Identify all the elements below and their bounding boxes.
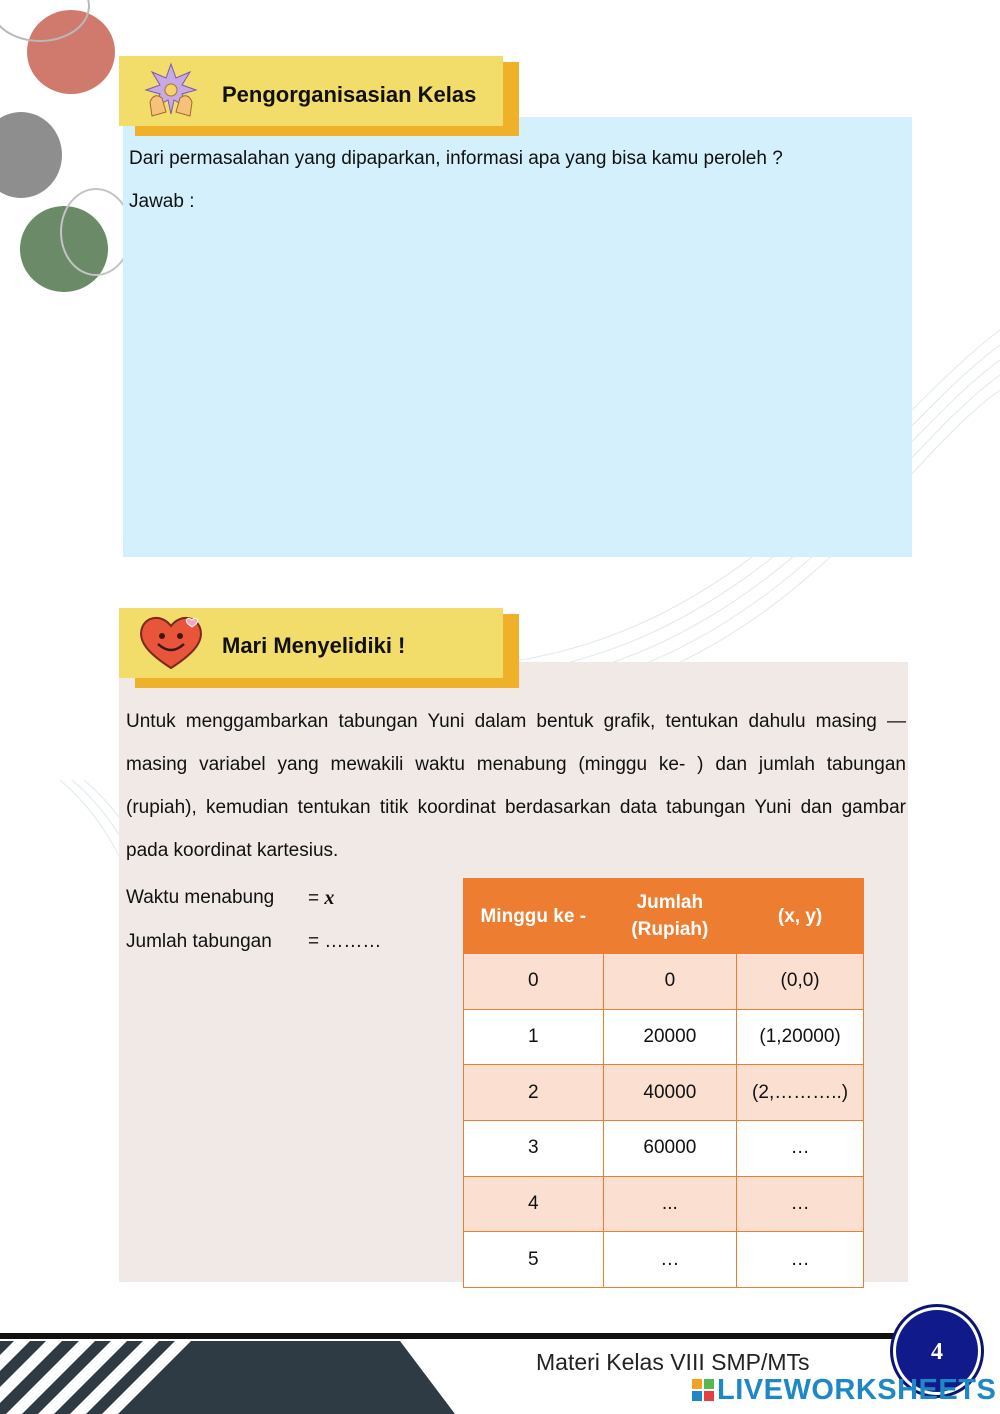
cell-amount: 0: [603, 954, 737, 1010]
table-row: [464, 1065, 864, 1121]
cell-coordinate-blank[interactable]: …: [737, 1121, 864, 1177]
table-header-row: [464, 879, 864, 954]
heart-smile-icon: [136, 612, 206, 672]
cell-coordinate-blank[interactable]: …: [737, 1176, 864, 1232]
cell-amount: 20000: [603, 1009, 737, 1065]
question-text: Dari permasalahan yang dipaparkan, informasi apa yang bisa kamu peroleh ?: [129, 148, 783, 169]
cell-week: 2: [464, 1065, 604, 1121]
variable-time-eq: =: [308, 888, 325, 909]
table-row: [464, 1232, 864, 1288]
answer-panel[interactable]: [123, 117, 912, 557]
variable-amount-eq[interactable]: = ………: [308, 931, 382, 952]
variable-time: [126, 887, 335, 909]
column-header-coordinate: (x, y): [737, 879, 864, 954]
table-row: [464, 1176, 864, 1232]
liveworksheets-grid-icon: [692, 1379, 714, 1401]
page-number: 4: [931, 1339, 943, 1365]
savings-table: [463, 878, 864, 1288]
answer-label: Jawab :: [129, 191, 195, 212]
cell-coordinate-blank[interactable]: …: [737, 1232, 864, 1288]
cell-week: 0: [464, 954, 604, 1010]
liveworksheets-logo[interactable]: [692, 1375, 996, 1405]
footer-rule: [0, 1333, 895, 1339]
cell-coordinate: (1,20000): [737, 1009, 864, 1065]
table-row: [464, 1009, 864, 1065]
instruction-paragraph: Untuk menggambarkan tabungan Yuni dalam bentuk grafik, tentukan dahulu masing — masing variabel yang mewakili waktu menabung (minggu ke- ) dan jumlah tabungan (rupiah), kemudian tentukan titik koordinat berdasarkan data tabungan Yuni dan gambar pada koordinat kartesius.: [126, 711, 906, 861]
cell-coordinate: (0,0): [737, 954, 864, 1010]
variable-time-symbol: x: [324, 887, 335, 909]
cell-week: 5: [464, 1232, 604, 1288]
cell-week: 1: [464, 1009, 604, 1065]
column-header-amount: [603, 879, 737, 954]
decor-circle-gray: [0, 112, 62, 198]
footer-title: Materi Kelas VIII SMP/MTs: [536, 1349, 810, 1375]
variable-amount: [126, 931, 382, 953]
section-title: Mari Menyelidiki !: [222, 633, 406, 658]
variable-time-label: Waktu menabung: [126, 887, 275, 908]
hands-flower-icon: [136, 62, 206, 122]
variable-amount-label: Jumlah tabungan: [126, 931, 272, 952]
cell-amount: 40000: [603, 1065, 737, 1121]
column-header-amount-line1: Jumlah: [636, 892, 704, 913]
table-row: [464, 954, 864, 1010]
cell-amount-blank[interactable]: ...: [603, 1176, 737, 1232]
table-row: [464, 1121, 864, 1177]
cell-amount: 60000: [603, 1121, 737, 1177]
section-title: Pengorganisasian Kelas: [222, 82, 477, 107]
liveworksheets-text: LIVEWORKSHEETS: [717, 1373, 997, 1406]
cell-amount-blank[interactable]: …: [603, 1232, 737, 1288]
cell-week: 3: [464, 1121, 604, 1177]
cell-coordinate-blank[interactable]: (2,………..): [737, 1065, 864, 1121]
column-header-week: Minggu ke -: [464, 879, 604, 954]
decor-ring: [60, 188, 132, 276]
cell-week: 4: [464, 1176, 604, 1232]
column-header-amount-line2: (Rupiah): [631, 919, 709, 940]
